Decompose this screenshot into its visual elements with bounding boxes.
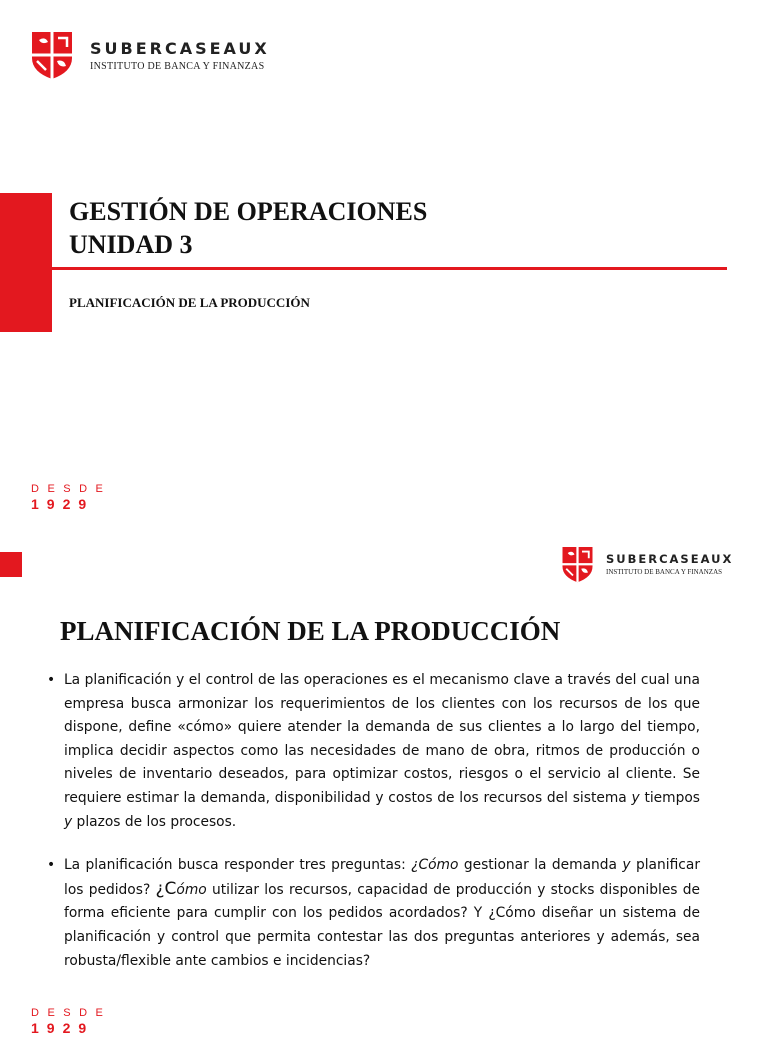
paragraph-2: • La planificación busca responder tres preguntas: ¿Cómo gestionar la demanda y planificar los pedidos? ¿Cómo utilizar los recursos, capacidad de producción y stocks disponibles de forma eficiente para cumplir con los pedidos acordados? Y ¿Cómo diseñar un sistema de planificación y control que permita contestar las dos preguntas anteriores y además, sea robusta/flexible ante cambios e incidencias? <box>46 854 700 973</box>
bullet-icon: • <box>47 672 56 688</box>
institute-logo-small <box>561 544 733 583</box>
red-accent-square <box>0 552 22 577</box>
institute-logo <box>30 28 270 80</box>
desde-year: 1929 <box>31 1020 95 1036</box>
logo-text <box>90 39 270 72</box>
shield-logo-icon <box>30 28 74 80</box>
red-divider <box>52 267 727 270</box>
desde-year: 1929 <box>31 496 95 512</box>
logo-tagline: INSTITUTO DE BANCA Y FINANZAS <box>90 60 265 72</box>
logo-brand: SUBERCASEAUX <box>90 38 270 58</box>
content-title: PLANIFICACIÓN DE LA PRODUCCIÓN <box>60 616 561 646</box>
slide-title-text <box>69 195 427 261</box>
logo-brand: SUBERCASEAUX <box>606 552 734 566</box>
logo-tagline: INSTITUTO DE BANCA Y FINANZAS <box>606 568 723 576</box>
desde-1929-mark <box>31 483 111 513</box>
shield-logo-icon <box>561 544 594 583</box>
desde-1929-mark <box>31 1007 111 1037</box>
desde-word: DESDE <box>31 1007 112 1019</box>
content-body <box>46 669 700 993</box>
logo-text <box>606 552 733 576</box>
title-line-2: UNIDAD 3 <box>69 230 193 259</box>
red-accent-block <box>0 193 52 332</box>
slide-subtitle: PLANIFICACIÓN DE LA PRODUCCIÓN <box>69 295 310 310</box>
title-line-1: GESTIÓN DE OPERACIONES <box>69 197 428 226</box>
desde-word: DESDE <box>31 483 112 495</box>
paragraph-1: • La planificación y el control de las operaciones es el mecanismo clave a través del cual una empresa busca armonizar los requerimientos de los clientes con los recursos de los que dispone, define «cómo» quiere atender la demanda de sus clientes a lo largo del tiempo, implica decidir aspectos como las necesidades de mano de obra, ritmos de producción o niveles de inventario deseados, para optimizar costos, riesgos o el servicio al cliente. Se requiere estimar la demanda, disponibilidad y costos de los recursos del sistema y tiempos y plazos de los procesos. <box>46 669 700 834</box>
bullet-icon: • <box>47 857 56 874</box>
